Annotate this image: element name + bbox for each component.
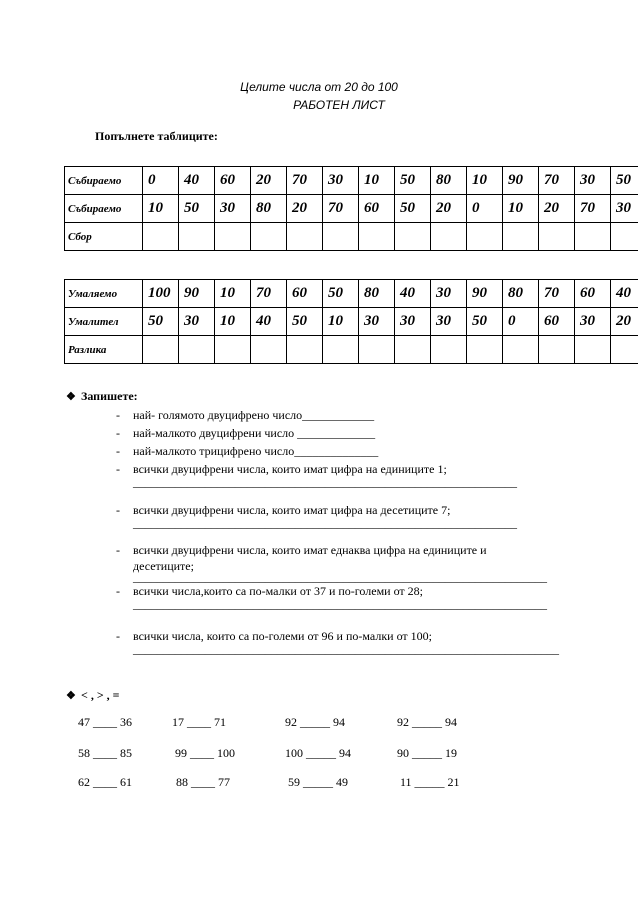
table-cell: 50 [395, 167, 431, 195]
table-cell: 30 [575, 308, 611, 336]
answer-cell[interactable] [251, 223, 287, 251]
table-cell: 80 [359, 280, 395, 308]
write-item-continued: десетиците; [133, 559, 194, 573]
table-cell: 50 [287, 308, 323, 336]
table-cell: 80 [503, 280, 539, 308]
table-cell: 90 [467, 280, 503, 308]
table-cell: 30 [395, 308, 431, 336]
answer-line[interactable]: _______________________________________________________________________ [133, 642, 559, 656]
table-cell: 20 [611, 308, 638, 336]
answer-cell[interactable] [575, 223, 611, 251]
table-cell: 50 [395, 195, 431, 223]
table-cell: 100 [143, 280, 179, 308]
dash-icon: - [116, 629, 120, 643]
row-label: Сбор [65, 223, 143, 251]
table-cell: 30 [431, 280, 467, 308]
table-cell: 60 [575, 280, 611, 308]
write-item: най-малкото двуцифрени число _____________ [133, 426, 376, 440]
answer-cell[interactable] [539, 336, 575, 364]
answer-cell[interactable] [143, 223, 179, 251]
diamond-bullet-icon: ❖ [66, 391, 76, 403]
worksheet-subtitle: РАБОТЕН ЛИСТ [293, 98, 385, 112]
table-cell: 90 [503, 167, 539, 195]
table-cell: 30 [359, 308, 395, 336]
table-cell: 70 [287, 167, 323, 195]
write-item: най-малкото трицифрено число______________ [133, 444, 379, 458]
answer-cell[interactable] [575, 336, 611, 364]
table-cell: 20 [539, 195, 575, 223]
write-item: всички числа,които са по-малки от 37 и по-големи от 28; [133, 584, 423, 598]
answer-cell[interactable] [287, 223, 323, 251]
answer-cell[interactable] [143, 336, 179, 364]
table-cell: 40 [179, 167, 215, 195]
dash-icon: - [116, 408, 120, 422]
answer-line[interactable]: ________________________________________________________________ [133, 475, 517, 489]
table-cell: 20 [431, 195, 467, 223]
row-label: Събираемо [65, 195, 143, 223]
compare-item[interactable]: 17 ____ 71 [172, 715, 226, 729]
addition-table [64, 166, 638, 251]
answer-cell[interactable] [179, 336, 215, 364]
table-cell: 70 [251, 280, 287, 308]
answer-cell[interactable] [611, 336, 638, 364]
table-cell: 40 [611, 280, 638, 308]
table-cell: 30 [179, 308, 215, 336]
answer-cell[interactable] [215, 223, 251, 251]
table-cell: 10 [323, 308, 359, 336]
table-cell: 40 [251, 308, 287, 336]
table-cell: 50 [611, 167, 638, 195]
table-cell: 50 [323, 280, 359, 308]
table-cell: 40 [395, 280, 431, 308]
answer-cell[interactable] [467, 223, 503, 251]
table-cell: 70 [575, 195, 611, 223]
table-cell: 80 [431, 167, 467, 195]
table-cell: 10 [503, 195, 539, 223]
answer-cell[interactable] [287, 336, 323, 364]
dash-icon: - [116, 503, 120, 517]
table-cell: 70 [539, 280, 575, 308]
answer-line[interactable]: _____________________________________________________________________ [133, 570, 547, 584]
compare-item[interactable]: 92 _____ 94 [285, 715, 345, 729]
compare-item[interactable]: 88 ____ 77 [176, 775, 230, 789]
answer-line[interactable]: _____________________________________________________________________ [133, 597, 547, 611]
compare-item[interactable]: 47 ____ 36 [78, 715, 132, 729]
subtraction-table [64, 279, 638, 364]
table-cell: 30 [575, 167, 611, 195]
compare-item[interactable]: 11 _____ 21 [400, 775, 460, 789]
table-row [65, 223, 638, 251]
table-row [65, 280, 638, 308]
dash-icon: - [116, 444, 120, 458]
write-item: всички двуцифрени числа, които имат еднаква цифра на единиците и [133, 543, 487, 557]
row-label: Умаляемо [65, 280, 143, 308]
answer-cell[interactable] [431, 336, 467, 364]
answer-cell[interactable] [467, 336, 503, 364]
compare-item[interactable]: 100 _____ 94 [285, 746, 351, 760]
table-cell: 10 [215, 280, 251, 308]
table-cell: 10 [143, 195, 179, 223]
answer-cell[interactable] [323, 223, 359, 251]
answer-cell[interactable] [179, 223, 215, 251]
compare-item[interactable]: 58 ____ 85 [78, 746, 132, 760]
row-label: Умалител [65, 308, 143, 336]
table-cell: 90 [179, 280, 215, 308]
table-cell: 80 [251, 195, 287, 223]
compare-heading [66, 688, 120, 703]
table-cell: 60 [359, 195, 395, 223]
table-cell: 60 [215, 167, 251, 195]
table-cell: 20 [251, 167, 287, 195]
table-instruction: Попълнете таблиците: [95, 129, 218, 143]
answer-cell[interactable] [359, 336, 395, 364]
row-label: Разлика [65, 336, 143, 364]
compare-heading-label: < , > , = [81, 688, 120, 702]
answer-cell[interactable] [539, 223, 575, 251]
compare-item[interactable]: 62 ____ 61 [78, 775, 132, 789]
table-cell: 0 [143, 167, 179, 195]
compare-item[interactable]: 99 ____ 100 [175, 746, 235, 760]
answer-cell[interactable] [395, 336, 431, 364]
table-cell: 70 [323, 195, 359, 223]
dash-icon: - [116, 462, 120, 476]
table-cell: 0 [503, 308, 539, 336]
answer-cell[interactable] [503, 336, 539, 364]
answer-cell[interactable] [251, 336, 287, 364]
table-cell: 60 [287, 280, 323, 308]
table-cell: 20 [287, 195, 323, 223]
answer-line[interactable]: ________________________________________________________________ [133, 516, 517, 530]
answer-cell[interactable] [215, 336, 251, 364]
table-cell: 50 [143, 308, 179, 336]
table-cell: 10 [467, 167, 503, 195]
write-item: всички числа, които са по-големи от 96 и по-малки от 100; [133, 629, 432, 643]
table-cell: 30 [323, 167, 359, 195]
table-cell: 30 [611, 195, 638, 223]
table-cell: 50 [467, 308, 503, 336]
compare-item[interactable]: 90 _____ 19 [397, 746, 457, 760]
table-cell: 30 [215, 195, 251, 223]
answer-cell[interactable] [395, 223, 431, 251]
dash-icon: - [116, 584, 120, 598]
table-cell: 70 [539, 167, 575, 195]
compare-item[interactable]: 92 _____ 94 [397, 715, 457, 729]
answer-cell[interactable] [323, 336, 359, 364]
compare-item[interactable]: 59 _____ 49 [288, 775, 348, 789]
row-label: Събираемо [65, 167, 143, 195]
table-cell: 60 [539, 308, 575, 336]
table-row [65, 167, 638, 195]
diamond-bullet-icon: ❖ [66, 690, 76, 702]
table-row [65, 308, 638, 336]
dash-icon: - [116, 426, 120, 440]
table-cell: 10 [215, 308, 251, 336]
write-item: всички двуцифрени числа, които имат цифра на десетиците 7; [133, 503, 451, 517]
worksheet-title: Целите числа от 20 до 100 [240, 80, 398, 94]
table-row [65, 195, 638, 223]
answer-cell[interactable] [503, 223, 539, 251]
answer-cell[interactable] [359, 223, 395, 251]
table-cell: 10 [359, 167, 395, 195]
write-heading-label: Запишете: [81, 389, 138, 403]
write-item: всички двуцифрени числа, които имат цифра на единиците 1; [133, 462, 447, 476]
table-cell: 0 [467, 195, 503, 223]
table-row [65, 336, 638, 364]
dash-icon: - [116, 543, 120, 557]
write-heading [66, 389, 138, 404]
write-item: най- голямото двуцифрено число____________ [133, 408, 375, 422]
answer-cell[interactable] [431, 223, 467, 251]
answer-cell[interactable] [611, 223, 638, 251]
table-cell: 50 [179, 195, 215, 223]
table-cell: 30 [431, 308, 467, 336]
